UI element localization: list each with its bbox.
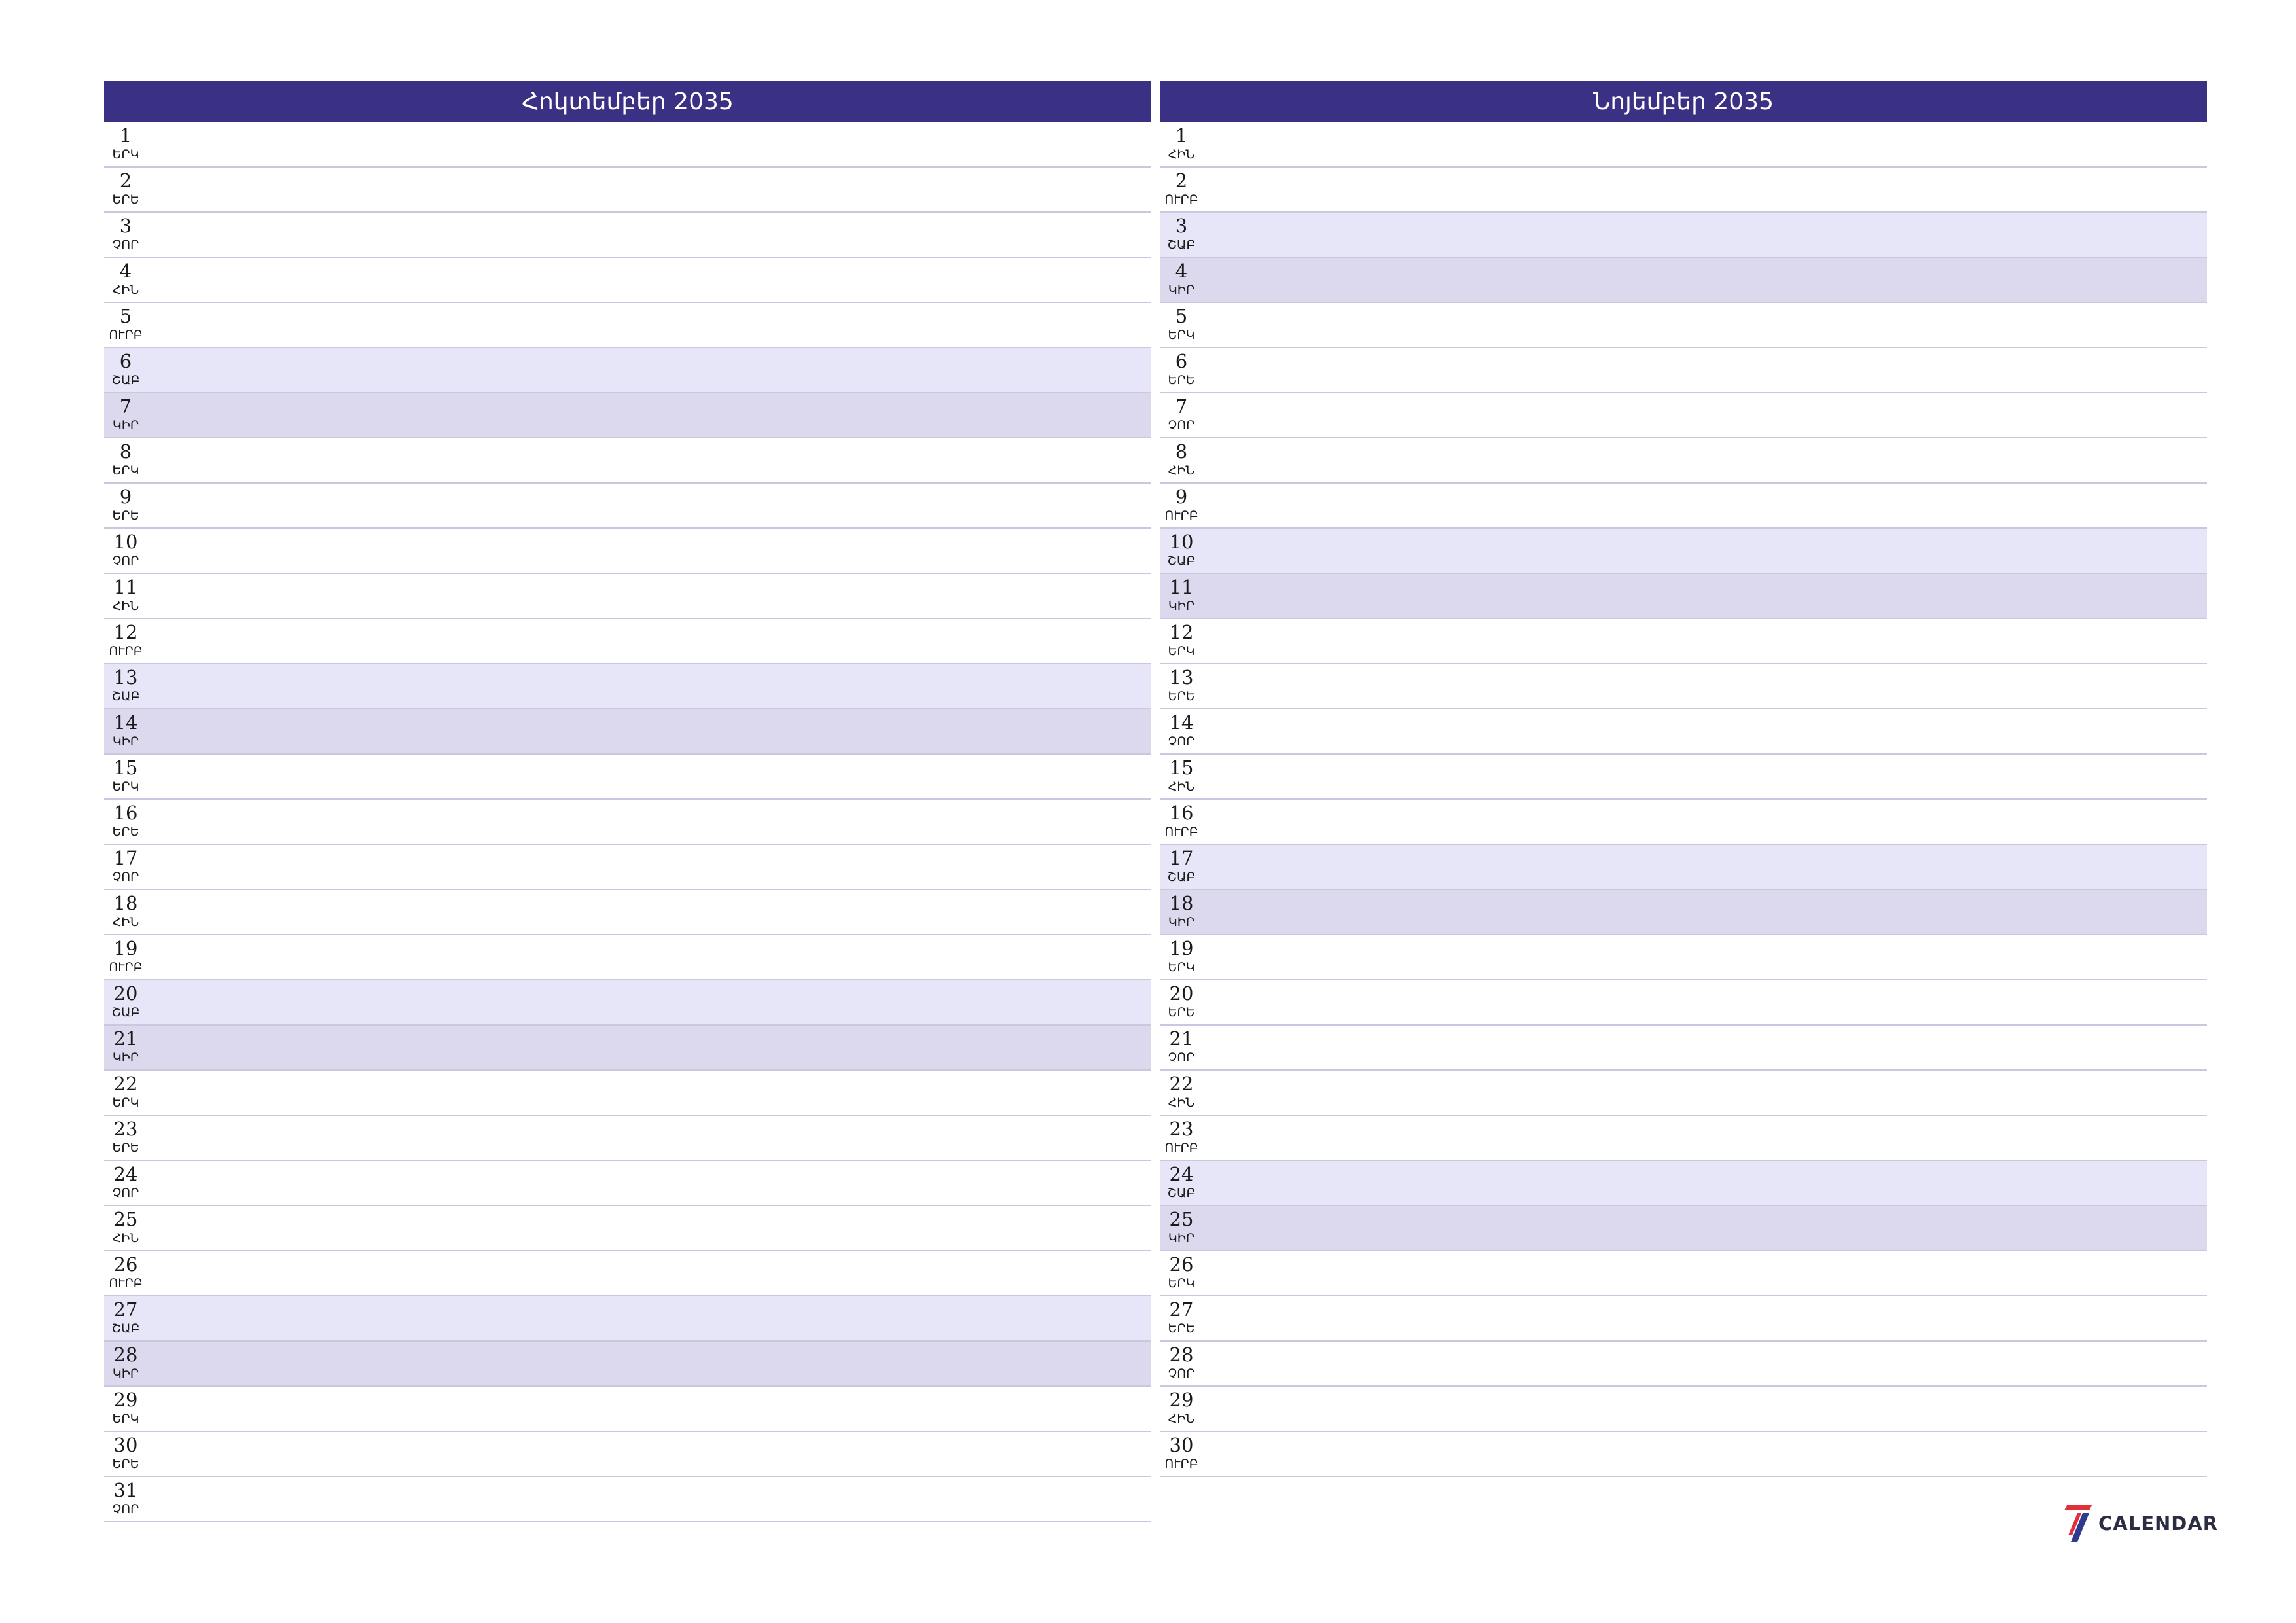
day-row xyxy=(1160,303,2207,348)
day-name: ՈՒՐԲ xyxy=(1164,1457,1198,1471)
day-number: 16 xyxy=(113,802,138,824)
day-row xyxy=(104,1432,1151,1477)
day-number: 20 xyxy=(113,982,138,1005)
day-number: 20 xyxy=(1169,982,1194,1005)
day-name: ՀԻՆ xyxy=(1168,779,1195,794)
seven-logo-icon xyxy=(2063,1504,2093,1543)
day-name: ԵՐԿ xyxy=(1168,960,1195,974)
day-name: ՇԱԲ xyxy=(1167,238,1196,252)
day-name: ՇԱԲ xyxy=(111,1321,140,1336)
day-name: ՀԻՆ xyxy=(1168,1412,1195,1426)
day-row xyxy=(104,574,1151,619)
day-number: 26 xyxy=(1169,1253,1194,1275)
day-name: ԵՐԵ xyxy=(1168,373,1195,387)
day-row xyxy=(1160,258,2207,303)
day-name: ՉՈՐ xyxy=(1168,418,1195,433)
day-name: ԵՐԵ xyxy=(112,192,139,207)
day-number: 1 xyxy=(1175,124,1188,147)
day-number: 13 xyxy=(1169,666,1194,688)
day-number: 8 xyxy=(1175,440,1188,463)
day-number: 1 xyxy=(119,124,132,147)
day-name: ԿԻՐ xyxy=(1168,599,1195,613)
day-number: 5 xyxy=(119,305,132,327)
day-list xyxy=(104,122,1151,1522)
day-name: ՇԱԲ xyxy=(111,1005,140,1020)
day-number: 27 xyxy=(1169,1298,1194,1321)
day-name: ՈՒՐԲ xyxy=(109,1276,143,1291)
day-number: 25 xyxy=(1169,1208,1194,1230)
day-row xyxy=(104,484,1151,529)
day-number: 3 xyxy=(1175,215,1188,237)
day-name: ՉՈՐ xyxy=(112,1502,139,1516)
day-name: ԿԻՐ xyxy=(112,734,139,749)
day-name: ՉՈՐ xyxy=(112,238,139,252)
day-row xyxy=(104,529,1151,574)
day-row xyxy=(104,845,1151,890)
day-number: 21 xyxy=(113,1027,138,1050)
day-row xyxy=(1160,890,2207,935)
day-name: ՇԱԲ xyxy=(1167,870,1196,884)
day-name: ՀԻՆ xyxy=(112,915,139,929)
day-row xyxy=(104,709,1151,755)
day-number: 7 xyxy=(1175,395,1188,418)
day-name: ՈՒՐԲ xyxy=(109,960,143,974)
day-number: 28 xyxy=(113,1344,138,1366)
day-number: 9 xyxy=(119,486,132,508)
day-number: 10 xyxy=(1169,531,1194,553)
day-row xyxy=(104,303,1151,348)
day-row xyxy=(1160,484,2207,529)
day-name: ՈՒՐԲ xyxy=(1164,192,1198,207)
day-row xyxy=(104,1071,1151,1116)
day-name: ՈՒՐԲ xyxy=(1164,508,1198,523)
day-name: ԿԻՐ xyxy=(1168,283,1195,297)
day-row xyxy=(1160,755,2207,800)
day-number: 30 xyxy=(1169,1434,1194,1456)
day-name: ԵՐԵ xyxy=(112,825,139,839)
day-name: ՇԱԲ xyxy=(111,373,140,387)
day-name: ՇԱԲ xyxy=(111,689,140,704)
day-name: ԵՐԵ xyxy=(112,1141,139,1155)
day-number: 11 xyxy=(113,576,138,598)
day-number: 4 xyxy=(119,260,132,282)
day-number: 4 xyxy=(1175,260,1188,282)
day-row xyxy=(104,393,1151,438)
day-number: 7 xyxy=(119,395,132,418)
day-name: ՉՈՐ xyxy=(112,870,139,884)
day-number: 3 xyxy=(119,215,132,237)
day-number: 22 xyxy=(1169,1073,1194,1095)
day-number: 6 xyxy=(119,350,132,372)
day-name: ՈՒՐԲ xyxy=(109,644,143,658)
day-name: ՀԻՆ xyxy=(112,599,139,613)
day-name: ԿԻՐ xyxy=(112,1366,139,1381)
day-row xyxy=(104,438,1151,484)
day-name: ՉՈՐ xyxy=(1168,1366,1195,1381)
brand-logo xyxy=(2063,1504,2218,1543)
day-name: ԵՐԵ xyxy=(112,508,139,523)
day-row xyxy=(1160,1432,2207,1477)
day-row xyxy=(104,664,1151,709)
day-number: 10 xyxy=(113,531,138,553)
day-number: 24 xyxy=(113,1163,138,1185)
day-row xyxy=(104,755,1151,800)
day-row xyxy=(104,348,1151,393)
day-row xyxy=(1160,1116,2207,1161)
day-name: ՉՈՐ xyxy=(1168,734,1195,749)
day-name: ԿԻՐ xyxy=(112,418,139,433)
day-row xyxy=(1160,1161,2207,1206)
day-number: 26 xyxy=(113,1253,138,1275)
month-title: Նոյեմբեր 2035 xyxy=(1160,81,2207,122)
day-row xyxy=(1160,935,2207,980)
day-name: ՉՈՐ xyxy=(112,554,139,568)
day-row xyxy=(1160,213,2207,258)
day-row xyxy=(1160,438,2207,484)
day-name: ՉՈՐ xyxy=(1168,1050,1195,1065)
day-row xyxy=(1160,709,2207,755)
day-row xyxy=(1160,619,2207,664)
day-row xyxy=(104,258,1151,303)
day-number: 18 xyxy=(113,892,138,914)
month-november xyxy=(1160,81,2207,1477)
day-name: ԵՐԿ xyxy=(112,463,139,478)
day-row xyxy=(1160,1387,2207,1432)
day-row xyxy=(1160,800,2207,845)
day-row xyxy=(104,122,1151,168)
day-row xyxy=(104,1296,1151,1342)
day-name: ԵՐԵ xyxy=(1168,689,1195,704)
day-number: 27 xyxy=(113,1298,138,1321)
day-number: 18 xyxy=(1169,892,1194,914)
day-row xyxy=(104,619,1151,664)
day-row xyxy=(104,168,1151,213)
day-row xyxy=(104,1116,1151,1161)
day-name: ԵՐԿ xyxy=(1168,644,1195,658)
day-name: ԵՐԿ xyxy=(1168,1276,1195,1291)
day-name: ԿԻՐ xyxy=(1168,915,1195,929)
day-name: ՈՒՐԲ xyxy=(1164,1141,1198,1155)
day-row xyxy=(104,1342,1151,1387)
day-row xyxy=(1160,845,2207,890)
day-number: 24 xyxy=(1169,1163,1194,1185)
day-row xyxy=(1160,122,2207,168)
logo-text: CALENDAR xyxy=(2098,1512,2219,1535)
day-name: ՇԱԲ xyxy=(1167,554,1196,568)
day-number: 25 xyxy=(113,1208,138,1230)
day-number: 17 xyxy=(1169,847,1194,869)
day-row xyxy=(104,800,1151,845)
day-number: 23 xyxy=(113,1118,138,1140)
day-number: 15 xyxy=(113,757,138,779)
month-october xyxy=(104,81,1151,1522)
day-number: 13 xyxy=(113,666,138,688)
day-row xyxy=(1160,1026,2207,1071)
day-number: 8 xyxy=(119,440,132,463)
day-number: 12 xyxy=(113,621,138,643)
day-row xyxy=(104,1206,1151,1251)
day-row xyxy=(1160,529,2207,574)
day-row xyxy=(1160,1251,2207,1296)
day-number: 23 xyxy=(1169,1118,1194,1140)
day-number: 31 xyxy=(113,1479,138,1501)
day-row xyxy=(104,1161,1151,1206)
day-number: 29 xyxy=(113,1389,138,1411)
day-row xyxy=(1160,1296,2207,1342)
day-number: 9 xyxy=(1175,486,1188,508)
day-name: ԵՐԿ xyxy=(112,779,139,794)
day-name: ՈՒՐԲ xyxy=(109,328,143,342)
day-row xyxy=(1160,168,2207,213)
day-row xyxy=(104,980,1151,1026)
day-name: ՈՒՐԲ xyxy=(1164,825,1198,839)
day-number: 12 xyxy=(1169,621,1194,643)
day-number: 14 xyxy=(113,711,138,734)
day-number: 28 xyxy=(1169,1344,1194,1366)
day-row xyxy=(104,1477,1151,1522)
day-row xyxy=(1160,980,2207,1026)
day-number: 29 xyxy=(1169,1389,1194,1411)
day-number: 19 xyxy=(113,937,138,959)
day-row xyxy=(1160,393,2207,438)
day-name: ԵՐԿ xyxy=(112,1096,139,1110)
day-name: ՀԻՆ xyxy=(1168,147,1195,162)
day-row xyxy=(1160,1071,2207,1116)
day-number: 17 xyxy=(113,847,138,869)
day-name: ԵՐԿ xyxy=(112,147,139,162)
day-name: ՀԻՆ xyxy=(112,283,139,297)
day-list xyxy=(1160,122,2207,1477)
day-row xyxy=(1160,664,2207,709)
day-name: ԵՐԵ xyxy=(1168,1321,1195,1336)
day-number: 5 xyxy=(1175,305,1188,327)
day-row xyxy=(1160,348,2207,393)
day-number: 6 xyxy=(1175,350,1188,372)
day-name: ԵՐԵ xyxy=(1168,1005,1195,1020)
day-name: ՀԻՆ xyxy=(1168,1096,1195,1110)
day-row xyxy=(104,890,1151,935)
day-number: 2 xyxy=(1175,169,1188,192)
day-number: 11 xyxy=(1169,576,1194,598)
day-name: ԿԻՐ xyxy=(1168,1231,1195,1245)
day-number: 22 xyxy=(113,1073,138,1095)
day-row xyxy=(104,935,1151,980)
day-row xyxy=(104,1387,1151,1432)
day-number: 2 xyxy=(119,169,132,192)
day-number: 30 xyxy=(113,1434,138,1456)
day-name: ԿԻՐ xyxy=(112,1050,139,1065)
day-name: ԵՐԿ xyxy=(112,1412,139,1426)
day-number: 16 xyxy=(1169,802,1194,824)
day-name: ՀԻՆ xyxy=(1168,463,1195,478)
day-name: ՇԱԲ xyxy=(1167,1186,1196,1200)
day-row xyxy=(104,1026,1151,1071)
day-row xyxy=(104,213,1151,258)
day-name: ԵՐԿ xyxy=(1168,328,1195,342)
day-row xyxy=(1160,574,2207,619)
day-row xyxy=(104,1251,1151,1296)
day-row xyxy=(1160,1342,2207,1387)
day-number: 14 xyxy=(1169,711,1194,734)
day-name: ՀԻՆ xyxy=(112,1231,139,1245)
day-row xyxy=(1160,1206,2207,1251)
day-number: 21 xyxy=(1169,1027,1194,1050)
day-name: ԵՐԵ xyxy=(112,1457,139,1471)
day-number: 15 xyxy=(1169,757,1194,779)
month-title: Հոկտեմբեր 2035 xyxy=(104,81,1151,122)
day-name: ՉՈՐ xyxy=(112,1186,139,1200)
day-number: 19 xyxy=(1169,937,1194,959)
